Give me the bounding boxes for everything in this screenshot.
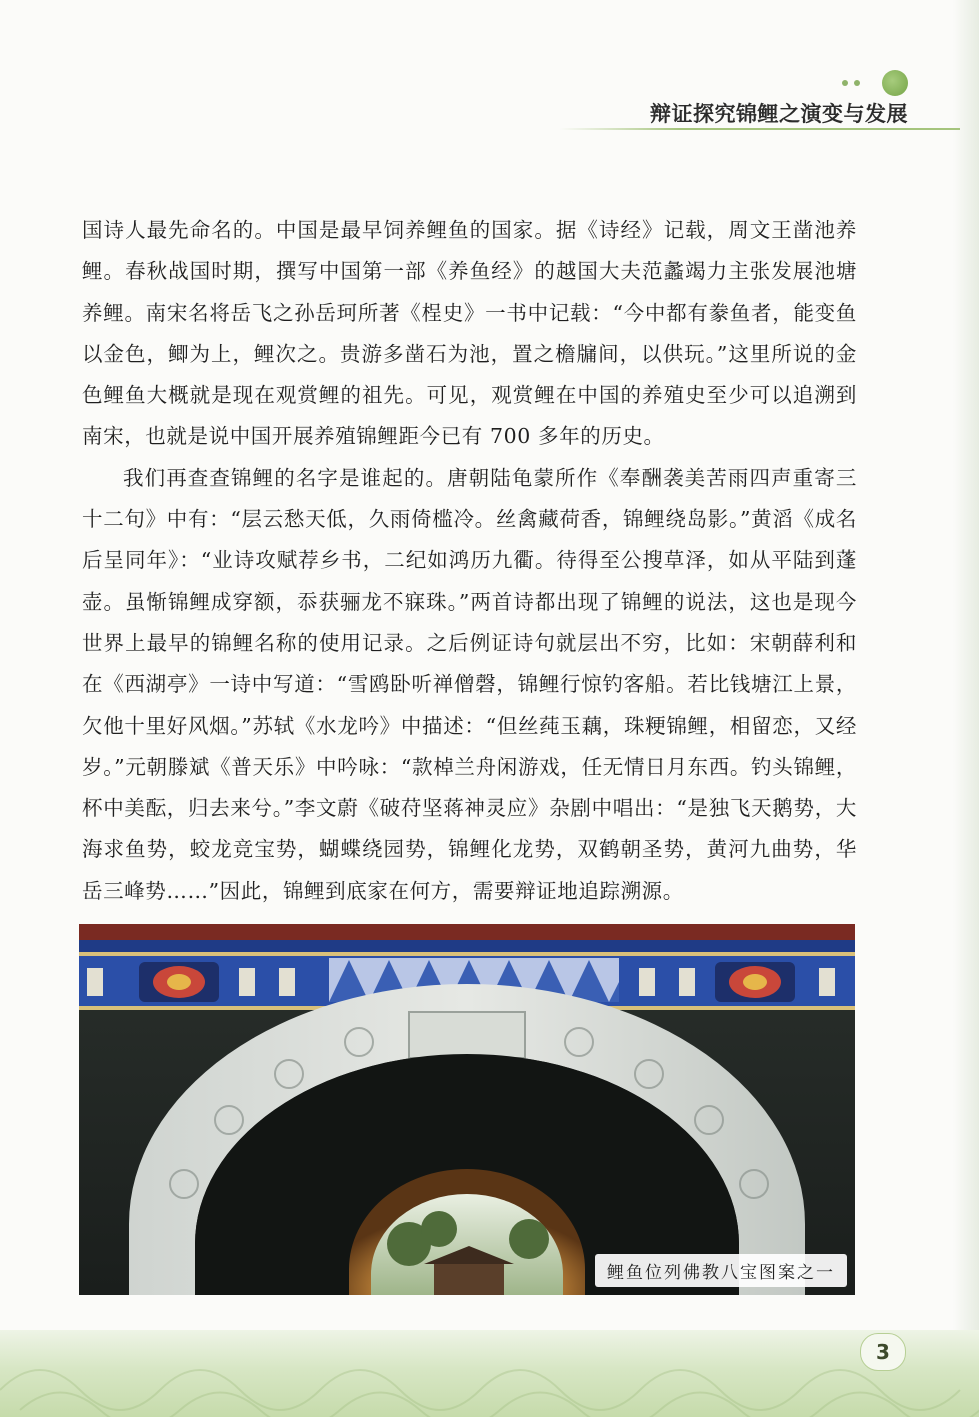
header-dots-icon <box>828 68 908 98</box>
running-header <box>560 62 960 132</box>
page-number: 3 <box>860 1333 906 1371</box>
body-text <box>82 210 857 912</box>
temple-arch-photo <box>79 924 855 1295</box>
header-rule <box>560 128 960 130</box>
dot-icon <box>854 80 860 86</box>
paragraph-1: 国诗人最先命名的。中国是最早饲养鲤鱼的国家。据《诗经》记载，周文王凿池养鲤。春秋战国时期，撰写中国第一部《养鱼经》的越国大夫范蠡竭力主张发展池塘养鲤。南宋名将岳飞之孙岳珂所著《桯史》一书中记载：“今中都有豢鱼者，能变鱼以金色，鲫为上，鲤次之。贵游多凿石为池，置之檐牖间，以供玩。”这里所说的金色鲤鱼大概就是现在观赏鲤的祖先。可见，观赏鲤在中国的养殖史至少可以追溯到南宋，也就是说中国开展养殖锦鲤距今已有 700 多年的历史。 <box>82 218 857 449</box>
chapter-title: 辩证探究锦鲤之演变与发展 <box>650 101 908 126</box>
photo-caption: 鲤鱼位列佛教八宝图案之一 <box>595 1254 847 1287</box>
footer-band <box>0 1330 979 1417</box>
page-edge-tint <box>953 0 979 1417</box>
green-circle-icon <box>882 70 908 96</box>
paragraph-2: 我们再查查锦鲤的名字是谁起的。唐朝陆龟蒙所作《奉酬袭美苦雨四声重寄三十二句》中有：“层云愁天低，久雨倚槛冷。丝禽藏荷香，锦鲤绕岛影。”黄滔《成名后呈同年》：“业诗攻赋荐乡书，二纪如鸿历九衢。待得至公搜草泽，如从平陆到蓬壶。虽惭锦鲤成穿额，忝获骊龙不寐珠。”两首诗都出现了锦鲤的说法，这也是现今世界上最早的锦鲤名称的使用记录。之后例证诗句就层出不穷，比如：宋朝薛利和在《西湖亭》一诗中写道：“雪鸥卧听禅僧磬，锦鲤行惊钓客船。若比钱塘江上景，欠他十里好风烟。”苏轼《水龙吟》中描述：“但丝莼玉藕，珠粳锦鲤，相留恋，又经岁。”元朝滕斌《普天乐》中吟咏：“款棹兰舟闲游戏，任无情日月东西。钓头锦鲤，杯中美酝，归去来兮。”李文蔚《破苻坚蒋神灵应》杂剧中唱出：“是独飞天鹅势，大海求鱼势，蛟龙竞宝势，蝴蝶绕园势，锦鲤化龙势，双鹤朝圣势，黄河九曲势，华岳三峰势……”因此，锦鲤到底家在何方，需要辩证地追踪溯源。 <box>82 465 857 903</box>
dot-icon <box>842 80 848 86</box>
footer-pattern <box>0 1330 979 1417</box>
arch-illustration <box>79 924 855 1295</box>
